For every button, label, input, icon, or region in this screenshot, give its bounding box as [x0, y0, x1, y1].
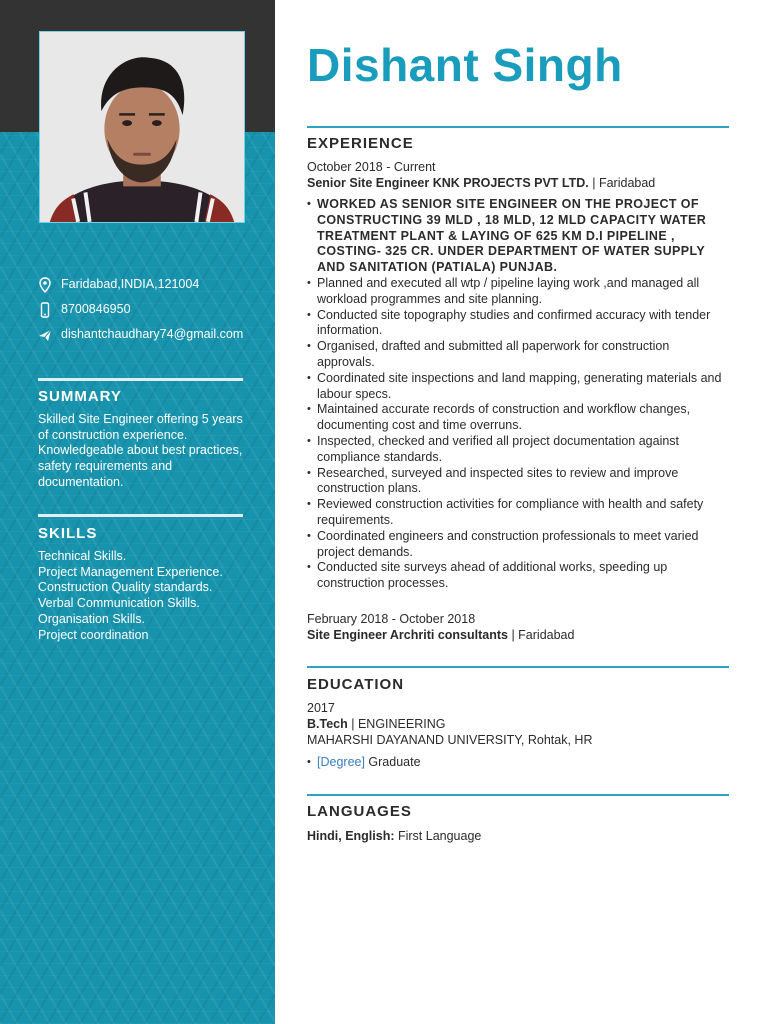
job-1	[307, 159, 729, 592]
education-school: MAHARSHI DAYANAND UNIVERSITY, Rohtak, HR	[307, 733, 593, 747]
languages-label: Hindi, English:	[307, 829, 395, 843]
education-degree: B.Tech	[307, 717, 348, 731]
skill-item: Technical Skills.	[38, 549, 127, 563]
job-bullet: • Inspected, checked and verified all project documentation against compliance standards.	[307, 434, 729, 466]
contact-phone	[38, 301, 248, 318]
summary-text: Skilled Site Engineer offering 5 years of construction experience. Knowledgeable about best practices, safety requirements and documentation.	[38, 412, 243, 489]
summary-heading: SUMMARY	[38, 388, 122, 405]
education-degree-line	[307, 716, 729, 732]
skill-item: Organisation Skills.	[38, 611, 145, 626]
job-dates: October 2018 - Current	[307, 160, 436, 174]
skill-item: Construction Quality standards.	[38, 580, 213, 595]
job-separator: |	[588, 176, 599, 190]
education-entry	[307, 700, 729, 771]
summary-divider	[38, 378, 243, 381]
degree-value: Graduate	[364, 755, 421, 769]
contact-location	[38, 276, 248, 293]
job-bullet: • Planned and executed all wtp / pipeline laying work ,and managed all workload programmes and site planning.	[307, 276, 729, 308]
experience-divider	[307, 126, 729, 128]
skill-item: Verbal Communication Skills.	[38, 596, 200, 611]
contact-email-text[interactable]: dishantchaudhary74@gmail.com	[61, 327, 244, 341]
education-divider	[307, 666, 729, 668]
location-pin-icon	[38, 277, 52, 293]
job-bullet: • Coordinated site inspections and land mapping, generating materials and labour specs.	[307, 371, 729, 403]
contact-phone-text: 8700846950	[61, 302, 131, 316]
languages-entry	[307, 828, 729, 844]
job-bullet-list	[307, 197, 729, 592]
contact-email	[38, 326, 248, 343]
languages-heading: LANGUAGES	[307, 803, 412, 820]
education-bullet-list	[307, 755, 729, 771]
education-field: ENGINEERING	[357, 717, 446, 731]
job-bullet: • Maintained accurate records of construction and workflow changes, documenting cost and time overruns.	[307, 402, 729, 434]
profile-photo	[39, 31, 245, 223]
skills-list	[38, 549, 248, 643]
education-heading: EDUCATION	[307, 676, 405, 693]
skills-divider	[38, 514, 243, 517]
skills-heading: SKILLS	[38, 525, 98, 542]
job-title: Site Engineer Archriti consultants	[307, 628, 508, 642]
job-bullet: • Organised, drafted and submitted all paperwork for construction approvals.	[307, 339, 729, 371]
job-location: Faridabad	[518, 628, 575, 642]
job-title-line	[307, 175, 729, 191]
job-bullet: • Reviewed construction activities for compliance with health and safety requirements.	[307, 497, 729, 529]
job-separator: |	[507, 628, 519, 642]
languages-divider	[307, 794, 729, 796]
skill-item: Project Management Experience.	[38, 564, 223, 579]
education-separator: |	[347, 717, 358, 731]
degree-label: [Degree]	[317, 755, 365, 769]
paper-plane-icon	[38, 327, 52, 343]
candidate-name: Dishant Singh	[307, 39, 623, 91]
experience-heading: EXPERIENCE	[307, 135, 414, 152]
job-title: Senior Site Engineer KNK PROJECTS PVT LTD.	[307, 176, 589, 190]
sidebar	[0, 0, 275, 1024]
job-lead-bullet: • WORKED AS SENIOR SITE ENGINEER ON THE PROJECT OF CONSTRUCTING 39 MLD , 18 MLD, 12 MLD CAPACITY WATER TREATMENT PLANT & LAYING OF 625 KM D.I PIPELINE , COSTING- 325 CR. UNDER DEPARTMENT OF WATER SUPPLY AND SANITATION (PATIALA) PUNJAB.	[307, 197, 729, 276]
job-bullet: • Coordinated engineers and construction professionals to meet varied project demands.	[307, 529, 729, 561]
job-bullet: • Conducted site topography studies and confirmed accuracy with tender information.	[307, 308, 729, 340]
job-dates: February 2018 - October 2018	[307, 612, 476, 626]
job-location: Faridabad	[598, 176, 656, 190]
job-title-line	[307, 627, 729, 643]
job-2	[307, 611, 729, 643]
skill-item: Project coordination	[38, 627, 149, 642]
education-year: 2017	[307, 701, 335, 715]
contact-location-text: Faridabad,INDIA,121004	[61, 277, 200, 291]
job-bullet: • Conducted site surveys ahead of additional works, speeding up construction processes.	[307, 560, 729, 592]
mobile-phone-icon	[38, 302, 52, 318]
education-bullet	[307, 755, 729, 771]
job-bullet: • Researched, surveyed and inspected sites to review and improve construction plans.	[307, 466, 729, 498]
contact-list	[38, 276, 248, 351]
languages-value: First Language	[394, 829, 482, 843]
